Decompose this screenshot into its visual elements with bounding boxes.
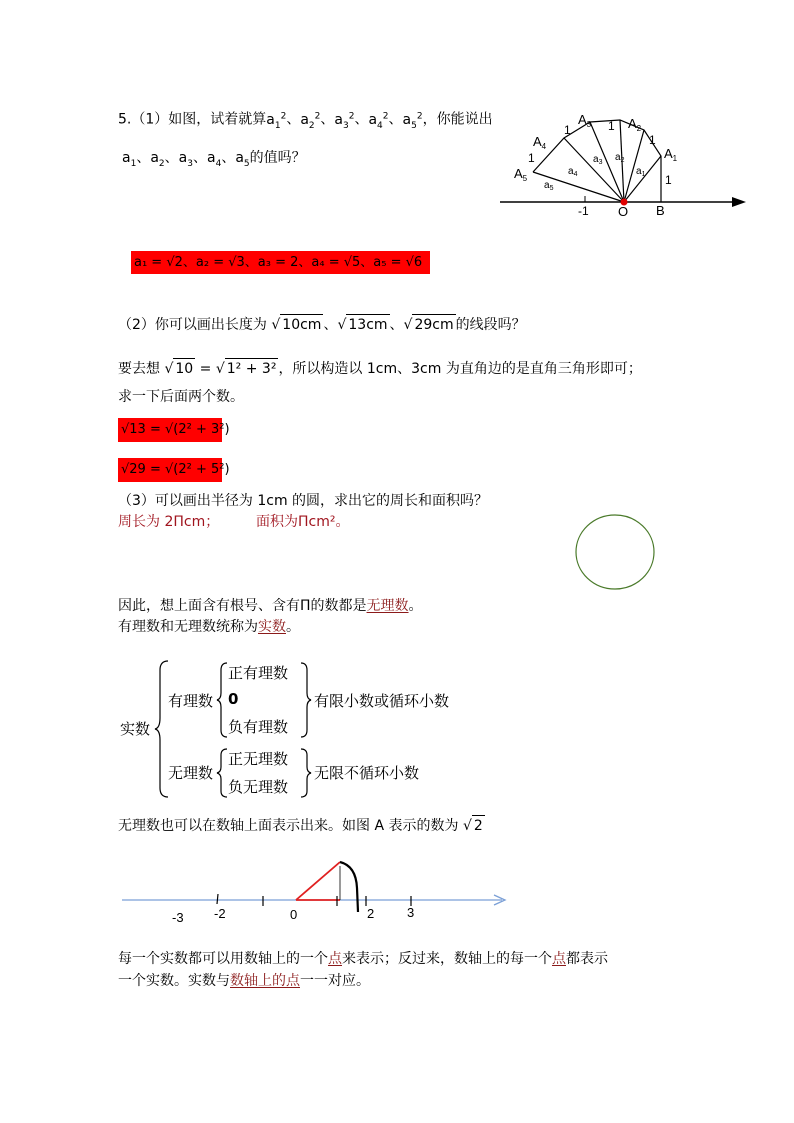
triangle-hypotenuse [296, 862, 340, 900]
label-zero: 0 [290, 907, 298, 922]
seg-label-1c: 1 [608, 119, 615, 133]
hint-line1: 要去想 √ 10 = √ 1² + 3² ，所以构造以 1cm、3cm 为直角边的是直角三角形即可； [118, 358, 642, 379]
class-irrational: 无理数 [168, 764, 214, 782]
irrational-item-negative: 负无理数 [228, 778, 289, 796]
term-a1: $a_1^2$ [266, 111, 287, 131]
brace-irrational-icon [216, 748, 228, 798]
label-origin-O: O [618, 204, 629, 219]
conclusion-line1: 因此，想上面含有根号、含有Π的数都是无理数。 [118, 598, 423, 614]
inner-label-a1: $a_1$ [636, 166, 646, 178]
q5-part1-line1: 5.（1）如图，试着就算$a_1^2$、$a_2^2$、$a_3^2$、$a_4^2$、$a_5^2$，你能说出 [118, 111, 493, 131]
spoke-a1 [624, 156, 661, 202]
seg-label-1b: 1 [649, 133, 656, 147]
q5-part1-line2: $a_1$、$a_2$、$a_3$、$a_4$、$a_5$的值吗？ [122, 150, 306, 169]
answer-sqrt29-box [118, 458, 230, 482]
final-line2: 一个实数。实数与数轴上的点一一对应。 [118, 973, 370, 989]
term-a3: $a_3^2$ [334, 111, 355, 131]
inner-label-a4: $a_4$ [568, 166, 578, 178]
label-A5: $A_5$ [514, 166, 528, 183]
rational-description: 有限小数或循环小数 [314, 692, 450, 710]
conclusion-line2: 有理数和无理数统称为实数。 [118, 619, 300, 635]
brace-irrational-right-icon [300, 748, 312, 798]
final-line1: 每一个实数都可以用数轴上的一个点来表示；反过来，数轴上的每一个点都表示 [118, 951, 608, 967]
class-rational: 有理数 [168, 692, 214, 710]
hint-line2: 求一下后面两个数。 [118, 389, 244, 405]
tick-minus-2 [217, 894, 218, 904]
rational-item-negative: 负有理数 [228, 718, 289, 736]
square-root-spiral-figure [498, 108, 750, 220]
term-points-on-line: 数轴上的点 [230, 973, 300, 989]
seg-label-1d: 1 [564, 123, 571, 137]
term-a4: $a_4^2$ [368, 111, 389, 131]
label-A4: $A_4$ [533, 134, 547, 151]
term-a2: $a_2^2$ [300, 111, 321, 131]
q5-part2-question: （2）你可以画出长度为 √ 10cm 、√ 13cm 、√ 29cm 的线段吗？ [118, 314, 526, 335]
brace-rational-right-icon [300, 662, 312, 738]
answer-part1-box [131, 251, 430, 274]
term-point-2: 点 [552, 951, 566, 967]
arrow-right-icon [732, 197, 746, 207]
answer-sqrt13-text: √13 = √(2² + 3²) [121, 422, 230, 437]
seg-label-1e: 1 [528, 151, 535, 165]
inner-label-a3: $a_3$ [593, 154, 603, 166]
term-real-numbers: 实数 [258, 619, 286, 635]
inner-label-a2: $a_2$ [615, 152, 625, 164]
label-two: 2 [367, 906, 375, 921]
answer-sqrt13-box [118, 418, 230, 442]
label-neg-one: -1 [578, 204, 589, 218]
label-A1: $A_1$ [664, 146, 678, 163]
q5-part3-question: （3）可以画出半径为 1cm 的圆，求出它的周长和面积吗？ [118, 493, 489, 509]
label-B: B [656, 203, 665, 218]
term-point-1: 点 [328, 951, 342, 967]
answer-part1-text: a₁ = √2、a₂ = √3、a₃ = 2、a₄ = √5、a₅ = √6 [134, 255, 423, 270]
classification-diagram [118, 656, 498, 806]
unit-circle-figure [574, 512, 658, 592]
class-root: 实数 [120, 720, 151, 738]
compass-arc [340, 862, 358, 912]
area-answer: 面积为Πcm²。 [256, 514, 350, 530]
label-A2: $A_2$ [628, 116, 642, 133]
number-line-intro: 无理数也可以在数轴上面表示出来。如图 A 表示的数为 √ 2 [118, 815, 485, 836]
answer-sqrt29-text: √29 = √(2² + 5²) [121, 462, 230, 477]
label-minus-2: -2 [214, 906, 226, 921]
label-A3: $A_3$ [578, 112, 592, 129]
seg-label-1a: 1 [665, 173, 672, 187]
irrational-description: 无限不循环小数 [314, 764, 420, 782]
rational-item-zero: 0 [228, 690, 239, 708]
inner-label-a5: $a_5$ [544, 180, 554, 192]
q5-part1-prefix: 5.（1）如图，试着就算 [118, 111, 267, 128]
label-three: 3 [407, 905, 415, 920]
circumference-answer: 周长为 2Πcm； [118, 514, 220, 530]
unit-circle [576, 515, 654, 589]
brace-rational-icon [216, 662, 228, 738]
label-minus-3: -3 [172, 910, 184, 925]
number-line-figure [118, 852, 514, 932]
term-a5: $a_5^2$ [402, 111, 423, 131]
term-irrational: 无理数 [366, 598, 409, 614]
rational-item-positive: 正有理数 [228, 664, 289, 682]
irrational-item-positive: 正无理数 [228, 750, 289, 768]
